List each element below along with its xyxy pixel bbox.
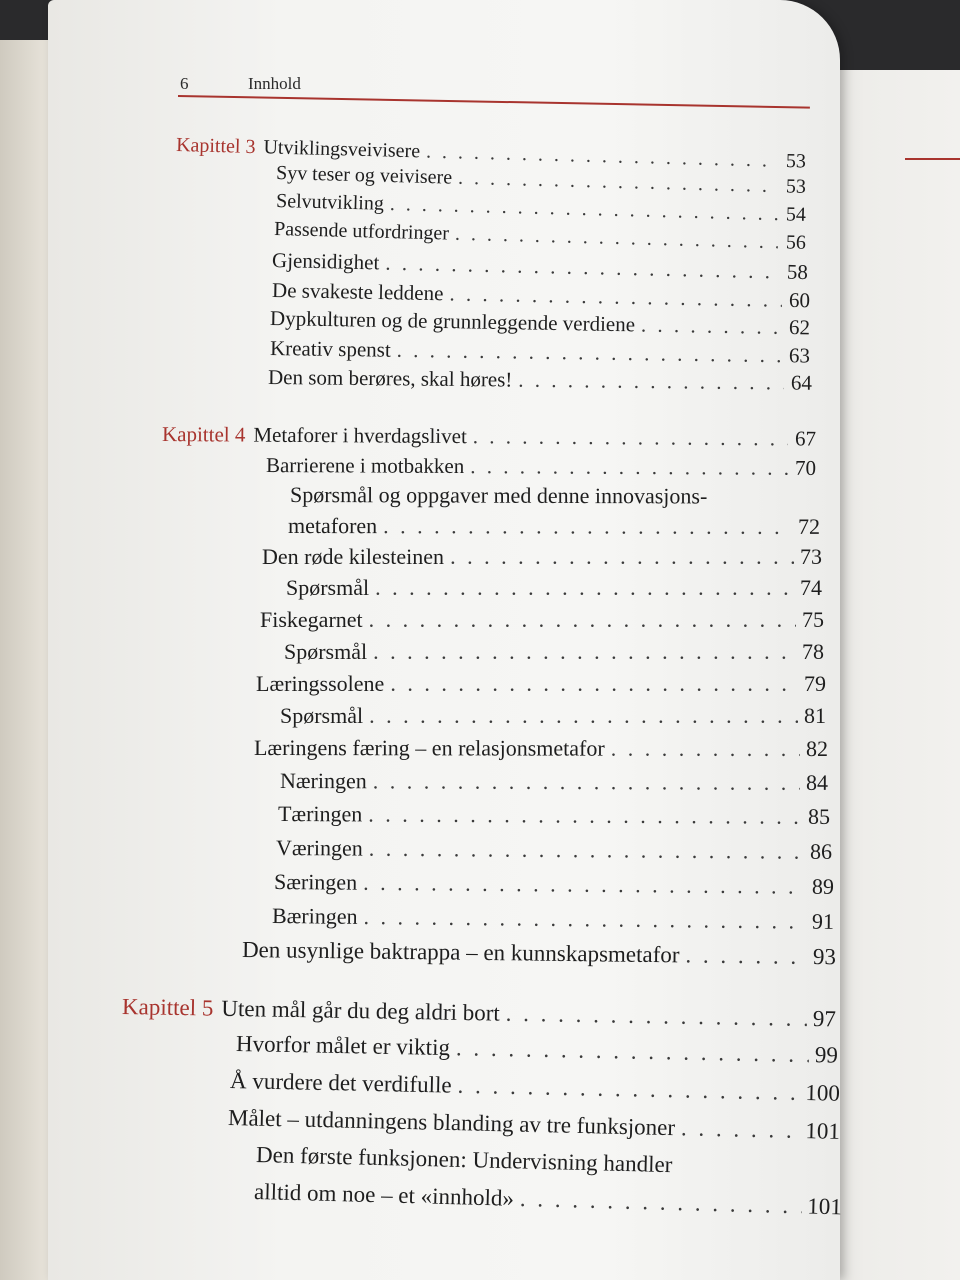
section-title: Passende utfordringer <box>273 218 450 245</box>
toc-page-number: 89 <box>811 873 835 899</box>
dot-leader <box>449 281 782 312</box>
dot-leader <box>373 768 800 795</box>
page-number: 6 <box>180 74 189 93</box>
dot-leader <box>450 544 794 570</box>
section-title: Gjensidighet <box>271 248 380 275</box>
toc-page-number: 100 <box>805 1080 841 1106</box>
dot-leader <box>506 1001 808 1032</box>
dot-leader <box>456 1035 809 1068</box>
section-title: Den første funksjonen: Undervisning handler <box>255 1142 673 1178</box>
dot-leader <box>373 639 796 665</box>
toc-page-number: 101 <box>805 1118 841 1144</box>
toc-page-number: 86 <box>809 838 833 864</box>
toc-page-number: 75 <box>802 607 824 632</box>
section-title: Næringen <box>279 768 367 794</box>
dot-leader <box>518 368 784 396</box>
toc-entry <box>254 735 828 766</box>
chapter-title: Utviklingsveivisere <box>263 136 421 163</box>
section-title: Dypkulturen og de grunnleggende verdiene <box>269 306 636 337</box>
section-title: Kreativ spenst <box>269 336 391 362</box>
toc-page-number: 74 <box>800 575 822 600</box>
toc-entry <box>272 903 834 939</box>
toc-page-number: 53 <box>785 175 807 198</box>
dot-leader <box>368 801 802 829</box>
toc-page-number: 70 <box>794 455 817 480</box>
toc-entry <box>262 544 822 574</box>
toc-entry <box>278 801 830 834</box>
toc-entry <box>280 768 828 800</box>
dot-leader <box>641 312 782 339</box>
toc-page-number: 63 <box>788 343 811 368</box>
toc-page-number: 53 <box>785 149 807 173</box>
section-title: Bæringen <box>271 903 358 929</box>
section-title: Selvutvikling <box>275 190 385 215</box>
section-title: Læringens færing – en relasjonsmetafor <box>253 735 605 761</box>
toc-entry <box>242 937 836 974</box>
toc-entry <box>230 1068 840 1111</box>
dot-leader <box>685 942 807 969</box>
toc-entry <box>268 365 812 401</box>
section-title: De svakeste leddene <box>271 278 444 306</box>
toc-entry <box>256 671 826 701</box>
running-head-title: Innhold <box>248 74 301 93</box>
section-title: Fiskegarnet <box>260 607 363 632</box>
toc-page-number: 62 <box>788 315 811 340</box>
chapter-title: Metaforer i hverdagslivet <box>253 422 467 449</box>
section-title: Den usynlige baktrappa – en kunnskapsmetafor <box>241 937 680 968</box>
toc-entry <box>286 575 822 605</box>
section-title: Spørsmål <box>284 639 368 664</box>
toc-entry <box>276 835 832 869</box>
dot-leader <box>363 870 806 900</box>
toc-entry <box>284 639 824 669</box>
toc-entry <box>256 1142 761 1184</box>
toc-entry <box>254 1179 843 1224</box>
section-title: Den som berøres, skal høres! <box>267 365 513 392</box>
section-title: Den røde kilesteinen <box>262 544 445 569</box>
dot-leader <box>383 513 792 540</box>
dot-leader <box>397 338 783 368</box>
chapter-number: Kapittel 4 <box>161 422 246 447</box>
dot-leader <box>457 1073 799 1106</box>
section-title: Barrierene i motbakken <box>265 453 465 479</box>
dot-leader <box>375 575 794 601</box>
dot-leader <box>473 424 788 451</box>
section-title: Læringssolene <box>256 671 385 696</box>
toc-page-number: 84 <box>805 769 829 795</box>
section-title: Målet – utdanningens blanding av tre funksjoner <box>227 1105 676 1141</box>
chapter-title: Uten mål går du deg aldri bort <box>221 995 501 1026</box>
toc-entry <box>162 422 816 457</box>
section-title: Tæringen <box>277 801 363 827</box>
toc-entry <box>266 453 816 486</box>
section-title: Særingen <box>273 869 358 895</box>
dot-leader <box>470 454 788 481</box>
toc-entry <box>228 1105 841 1149</box>
toc-page-number: 73 <box>800 544 822 569</box>
section-title: Spørsmål <box>280 703 364 728</box>
toc-entry <box>274 869 834 904</box>
chapter-number: Kapittel 5 <box>121 994 214 1021</box>
toc-entry <box>260 607 824 637</box>
dot-leader <box>520 1186 802 1219</box>
toc-page-number: 67 <box>794 426 817 451</box>
dot-leader <box>369 836 804 865</box>
toc-entry <box>236 1031 838 1073</box>
toc-page-number: 58 <box>786 259 809 285</box>
toc-page-number: 56 <box>785 231 807 254</box>
toc-page-number: 60 <box>788 287 811 313</box>
toc-entry <box>280 703 826 733</box>
toc-page-number: 82 <box>805 735 829 762</box>
dot-leader <box>611 736 800 762</box>
dot-leader <box>681 1115 800 1144</box>
toc-page-number: 97 <box>812 1006 837 1032</box>
toc-page-number: 101 <box>807 1193 843 1220</box>
section-title: Spørsmål og oppgaver med denne innovasjons- <box>289 482 708 509</box>
toc-page-number: 78 <box>802 639 824 664</box>
section-title: Syv teser og veivisere <box>275 162 453 189</box>
section-title: metaforen <box>287 513 378 539</box>
toc-page-number: 64 <box>790 370 813 395</box>
toc-page-number: 54 <box>785 203 807 226</box>
section-title: Spørsmål <box>286 575 370 600</box>
toc-page-number: 93 <box>812 943 837 970</box>
dot-leader <box>369 703 798 729</box>
toc-entry <box>290 482 800 514</box>
toc-page-number: 91 <box>811 908 835 934</box>
section-title: Væringen <box>275 835 363 861</box>
toc-entry <box>288 513 820 544</box>
toc-entry <box>122 994 836 1036</box>
dot-leader <box>369 607 796 633</box>
toc-page-number: 99 <box>814 1042 839 1068</box>
toc-page-number: 79 <box>804 671 826 696</box>
section-title: alltid om noe – et «innhold» <box>253 1179 515 1211</box>
dot-leader <box>363 904 806 935</box>
chapter-number: Kapittel 3 <box>175 134 256 159</box>
dot-leader <box>390 671 798 697</box>
section-title: Å vurdere det verdifulle <box>229 1068 452 1098</box>
toc-page-number: 85 <box>807 803 831 829</box>
toc-page-number: 72 <box>797 513 821 539</box>
section-title: Hvorfor målet er viktig <box>235 1031 451 1061</box>
toc-page-number: 81 <box>804 703 826 728</box>
